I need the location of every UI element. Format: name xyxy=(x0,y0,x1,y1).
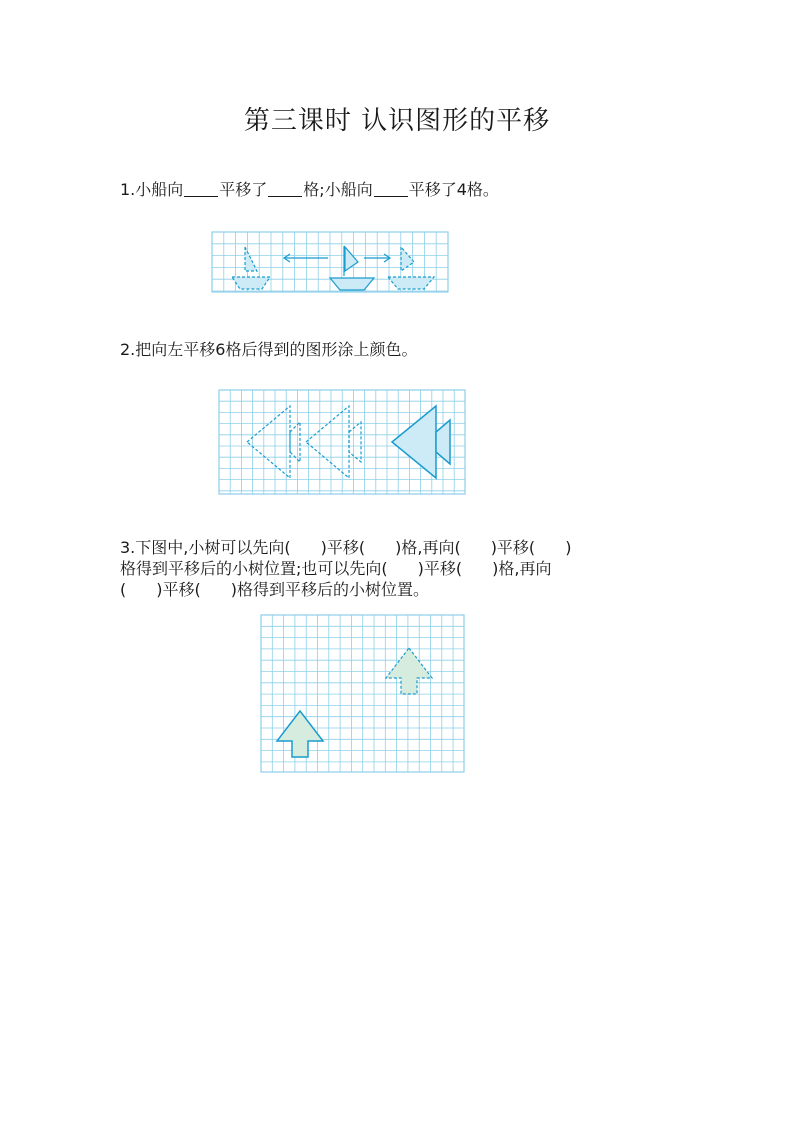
boat-left-dashed xyxy=(232,247,270,289)
q1-blank-cells[interactable] xyxy=(268,180,302,197)
boat-right-dashed xyxy=(388,247,434,289)
q3-text-1b: )平移( xyxy=(320,538,366,557)
q1-number: 1. xyxy=(120,180,136,199)
q1-text-1: 小船向 xyxy=(135,180,184,199)
q2-fish-grid-figure xyxy=(219,390,465,494)
tree-dashed xyxy=(386,648,432,694)
question-3-line-3 xyxy=(120,578,429,602)
question-2-text: 2.把向左平移6格后得到的图形涂上颜色。 xyxy=(120,340,418,359)
q3-text-2a: 格得到平移后的小树位置;也可以先向( xyxy=(120,559,388,578)
q1-text-3: 格;小船向 xyxy=(303,180,373,199)
q3-text-2c: )格,再向 xyxy=(492,559,552,578)
q3-text-3b: )平移( xyxy=(156,580,201,599)
q3-text-1c: )格,再向( xyxy=(395,538,461,557)
q3-tree-grid-figure xyxy=(261,615,464,772)
fish-dashed-2 xyxy=(306,406,361,478)
q1-boat-grid-figure xyxy=(212,232,448,292)
q1-text-2: 平移了 xyxy=(219,180,268,199)
q3-text-3a: ( xyxy=(120,580,127,599)
fish-dashed-1 xyxy=(247,406,300,478)
q3-text-3c: )格得到平移后的小树位置。 xyxy=(230,580,429,599)
q3-text-2b: )平移( xyxy=(417,559,463,578)
question-1-text xyxy=(120,178,499,202)
q1-blank-direction-1[interactable] xyxy=(184,180,218,197)
boat-middle-solid xyxy=(330,246,374,290)
q3-text-1d: )平移( xyxy=(490,538,536,557)
q3-text-1e: ) xyxy=(565,538,572,557)
q1-text-4: 平移了4格。 xyxy=(408,180,499,199)
q3-text-1a: 3.下图中,小树可以先向( xyxy=(120,538,291,557)
q1-blank-direction-2[interactable] xyxy=(374,180,408,197)
page-title: 第三课时 认识图形的平移 xyxy=(243,106,551,136)
